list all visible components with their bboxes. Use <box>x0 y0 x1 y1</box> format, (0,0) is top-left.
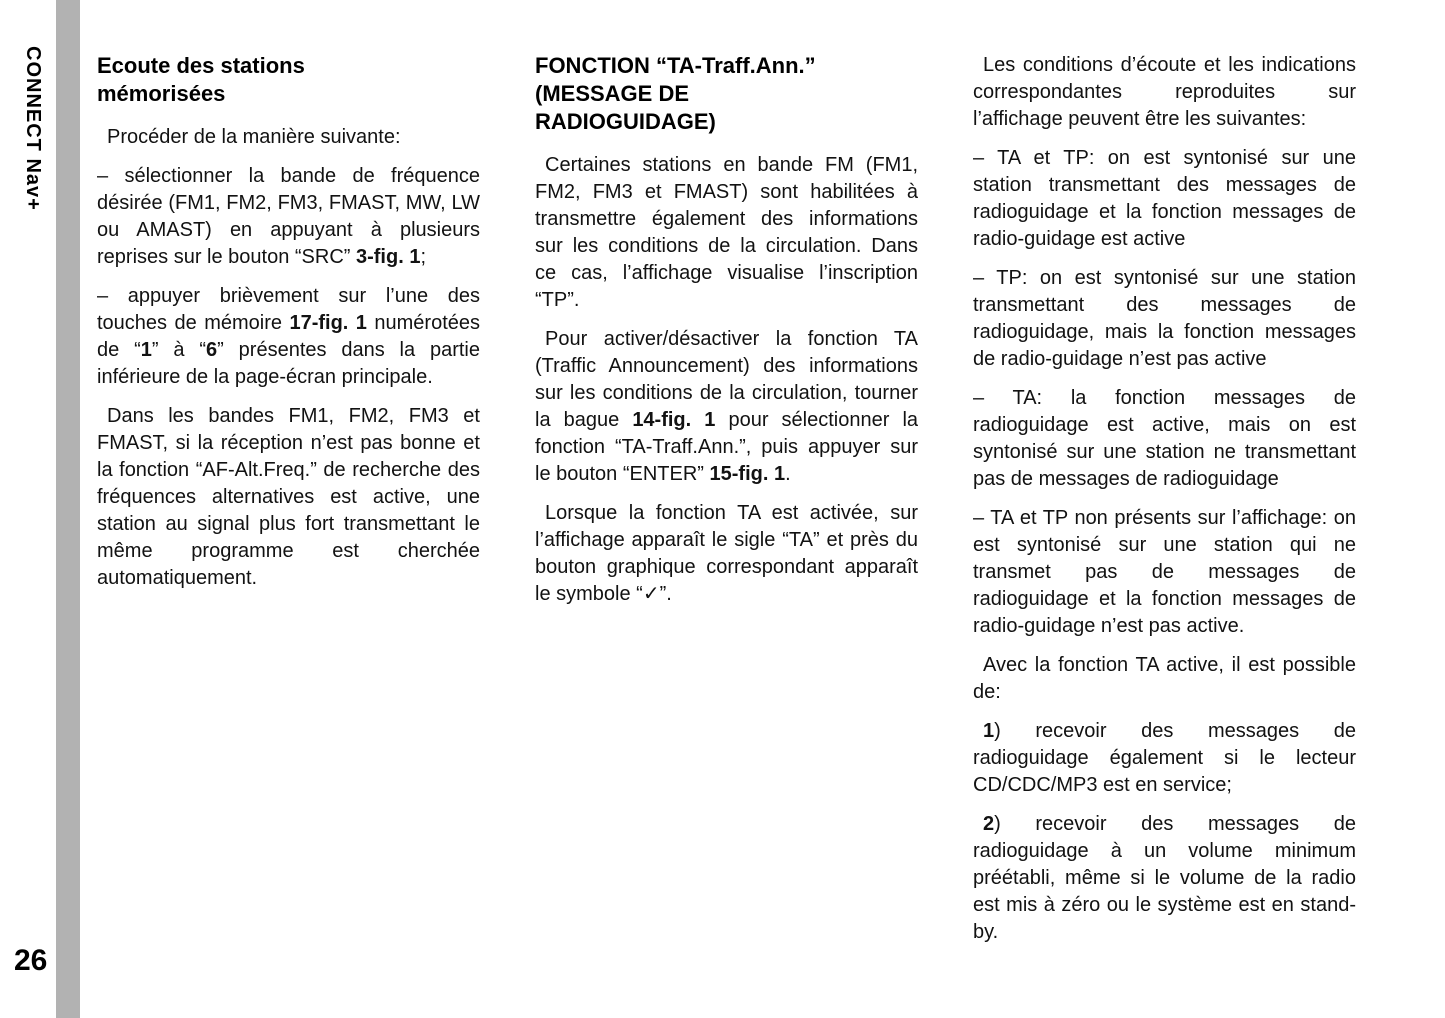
text-segment: pour sélectionner la fonction “TA-Traff.Ann.”, puis appuyer sur le bouton “ENTER” <box>535 409 919 485</box>
paragraph <box>973 265 1356 373</box>
text-segment: – sélectionner la bande de fréquence désirée (FM1, FM2, FM3, FMAST, MW, LW ou AMAST) en appuyant à plusieurs reprises sur le bouton “SRC” <box>97 165 480 268</box>
paragraph <box>535 152 918 314</box>
paragraph <box>535 326 918 488</box>
paragraph <box>535 500 918 608</box>
text-segment: – TP: on est syntonisé sur une station transmettant des messages de radioguidage, mais la fonction messages de radio-guidage n’est pas active <box>973 267 1356 370</box>
text-segment: Lorsque la fonction TA est activée, sur l’affichage apparaît le sigle “TA” et près du bouton graphique correspondant apparaît le symbole “✓”. <box>535 502 918 605</box>
text-segment: ) recevoir des messages de radioguidage également si le lecteur CD/CDC/MP3 est en service; <box>973 720 1356 796</box>
text-segment: 2 <box>983 813 995 835</box>
sidebar-gray-band <box>56 0 80 1018</box>
text-segment: – TA: la fonction messages de radioguidage est active, mais on est syntonisé sur une station ne transmettant pas de messages de radioguidage <box>973 387 1356 490</box>
text-segment: 3-fig. 1 <box>355 246 421 268</box>
page-content <box>97 52 1356 958</box>
text-segment: mémorisées <box>97 81 226 106</box>
text-segment: 17-fig. 1 <box>289 312 367 334</box>
text-segment: Procéder de la manière suivante: <box>107 126 401 148</box>
text-segment: 6 <box>206 339 218 361</box>
paragraph <box>97 403 480 592</box>
paragraph <box>97 163 480 271</box>
text-segment: Ecoute des stations <box>97 53 305 78</box>
text-segment: numérotées de “ <box>97 312 481 361</box>
text-segment: RADIOGUIDAGE) <box>535 109 716 134</box>
paragraph <box>973 145 1356 253</box>
text-segment: ” à “ <box>151 339 207 361</box>
text-segment: 14-fig. 1 <box>632 409 716 431</box>
column-3 <box>973 52 1356 958</box>
column-1 <box>97 52 480 958</box>
paragraph <box>973 811 1356 946</box>
text-segment: – appuyer brièvement sur l’une des touches de mémoire <box>97 285 480 334</box>
text-segment: Les conditions d’écoute et les indications correspondantes reproduites sur l’affichage peuvent être les suivantes: <box>973 54 1356 130</box>
paragraph <box>973 652 1356 706</box>
text-segment: (MESSAGE DE <box>535 81 690 106</box>
text-segment: Certaines stations en bande FM (FM1, FM2, FM3 et FMAST) sont habilitées à transmettre également des informations sur les conditions de la circulation. Dans ce cas, l’affichage visualise l’inscription “TP”. <box>535 154 918 311</box>
text-segment: Dans les bandes FM1, FM2, FM3 et FMAST, si la réception n’est pas bonne et la fonction “AF-Alt.Freq.” de recherche des fréquences alternatives est active, une station au signal plus fort transmettant le même programme est cherchée automatiquement. <box>97 405 480 589</box>
text-segment: ” présentes dans la partie inférieure de la page-écran principale. <box>97 339 481 388</box>
section-heading <box>535 52 918 136</box>
text-segment: 1 <box>140 339 152 361</box>
paragraph <box>97 283 480 391</box>
text-segment: – TA et TP non présents sur l’affichage: on est syntonisé sur une station qui ne transmet pas de messages de radioguidage et la fonction messages de radio-guidage n’est pas active. <box>973 507 1356 637</box>
paragraph <box>973 505 1356 640</box>
text-segment: – TA et TP: on est syntonisé sur une station transmettant des messages de radioguidage et la fonction messages de radio-guidage est active <box>973 147 1356 250</box>
text-segment: ; <box>420 246 426 268</box>
section-heading <box>97 52 480 108</box>
column-2 <box>535 52 918 958</box>
text-segment: ) recevoir des messages de radioguidage à un volume minimum préétabli, même si le volume de la radio est mis à zéro ou le système est en stand-by. <box>973 813 1356 943</box>
text-segment: Avec la fonction TA active, il est possible de: <box>973 654 1356 703</box>
paragraph <box>97 124 480 151</box>
page-number: 26 <box>14 944 48 977</box>
text-segment: Pour activer/désactiver la fonction TA (Traffic Announcement) des informations sur les conditions de la circulation, tourner la bague <box>535 328 918 431</box>
paragraph <box>973 52 1356 133</box>
text-segment: . <box>785 463 791 485</box>
chapter-sidebar-label: CONNECT Nav+ <box>22 46 44 211</box>
paragraph <box>973 718 1356 799</box>
text-segment: 1 <box>983 720 995 742</box>
text-segment: 15-fig. 1 <box>709 463 786 485</box>
paragraph <box>973 385 1356 493</box>
text-segment: FONCTION “TA-Traff.Ann.” <box>535 53 816 78</box>
